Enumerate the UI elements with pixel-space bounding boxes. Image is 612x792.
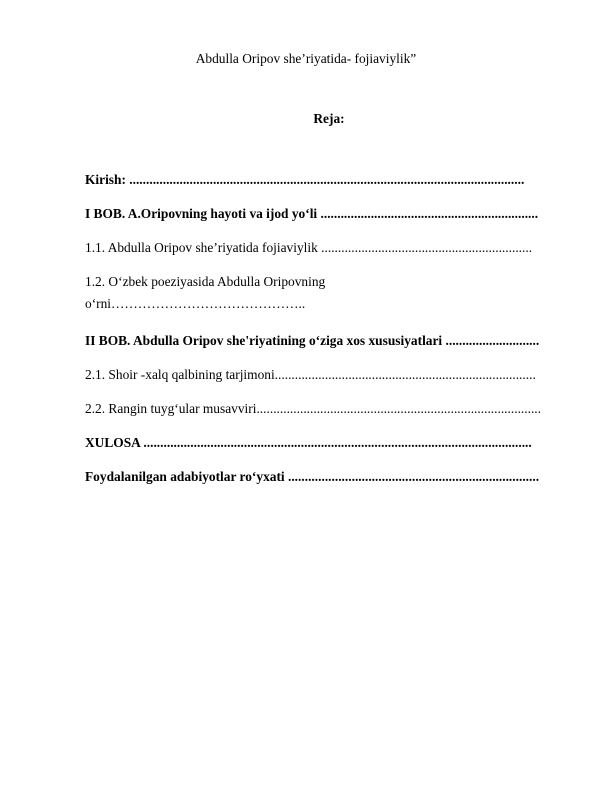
toc-entry-chapter-2: II BOB. Abdulla Oripov she'riyatining o‘ziga xos xususiyatlari ............................ [85,333,540,348]
toc-entry-2-2: 2.2. Rangin tuyg‘ular musavviri..................................................................................... [85,401,542,416]
toc-entry-chapter-1: I BOB. A.Oripovning hayoti va ijod yo‘li ................................................................. [85,206,539,221]
toc-entry-kirish: Kirish: ...................................................................................................................... [85,172,525,187]
document-title: Abdulla Oripov she’riyatida- fojiaviylik” [195,51,417,66]
toc-entry-1-2-cont: o‘rni…………………………………….. [85,296,306,311]
toc-entry-1-2: 1.2. O‘zbek poeziyasida Abdulla Oripovning [85,274,326,289]
plan-heading: Reja: [313,111,345,126]
toc-entry-references: Foydalanilgan adabiyotlar ro‘yxati ........................................................................... [85,469,540,484]
toc-entry-xulosa: XULOSA .................................................................................................................... [85,435,532,450]
toc-entry-1-1: 1.1. Abdulla Oripov she’riyatida fojiaviylik ............................................................... [85,240,533,255]
toc-entry-2-1: 2.1. Shoir -xalq qalbining tarjimoni.............................................................................. [85,367,536,382]
